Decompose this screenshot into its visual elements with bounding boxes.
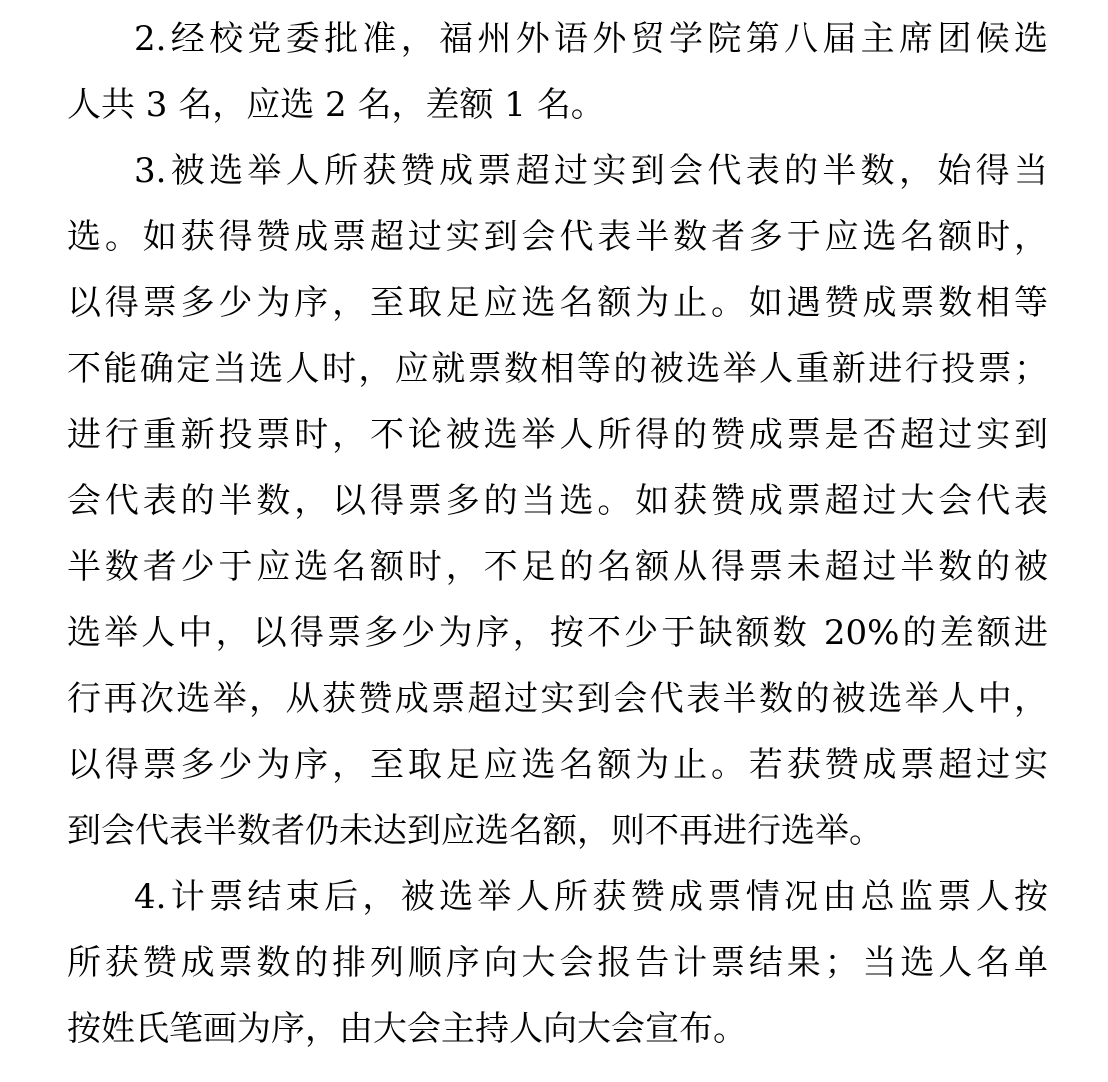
paragraph-4-line-3: 按姓氏笔画为序，由大会主持人向大会宣布。 (67, 1009, 747, 1049)
paragraph-3-line-2: 选。如获得赞成票超过实到会代表半数者多于应选名额时， (67, 217, 1048, 257)
paragraph-3-line-4: 不能确定当选人时，应就票数相等的被选举人重新进行投票； (67, 349, 1048, 389)
paragraph-3-line-6: 会代表的半数，以得票多的当选。如获赞成票超过大会代表 (67, 481, 1048, 521)
paragraph-3-line-9: 行再次选举，从获赞成票超过实到会代表半数的被选举人中， (67, 679, 1048, 719)
paragraph-3-line-1: 3.被选举人所获赞成票超过实到会代表的半数，始得当 (134, 151, 1048, 191)
paragraph-3-line-5: 进行重新投票时，不论被选举人所得的赞成票是否超过实到 (67, 415, 1048, 455)
paragraph-2-line-1: 2.经校党委批准，福州外语外贸学院第八届主席团候选 (134, 19, 1048, 59)
paragraph-3-line-3: 以得票多少为序，至取足应选名额为止。如遇赞成票数相等 (67, 283, 1048, 323)
paragraph-4-line-2: 所获赞成票数的排列顺序向大会报告计票结果；当选人名单 (67, 943, 1048, 983)
paragraph-2-line-2: 人共 3 名，应选 2 名，差额 1 名。 (67, 85, 605, 125)
paragraph-3-line-11: 到会代表半数者仍未达到应选名额，则不再进行选举。 (67, 811, 883, 851)
paragraph-3-line-10: 以得票多少为序，至取足应选名额为止。若获赞成票超过实 (67, 745, 1048, 785)
paragraph-4-line-1: 4.计票结束后，被选举人所获赞成票情况由总监票人按 (134, 877, 1048, 917)
paragraph-3-line-7: 半数者少于应选名额时，不足的名额从得票未超过半数的被 (67, 547, 1048, 587)
paragraph-3-line-8: 选举人中，以得票多少为序，按不少于缺额数 20%的差额进 (67, 613, 1048, 653)
